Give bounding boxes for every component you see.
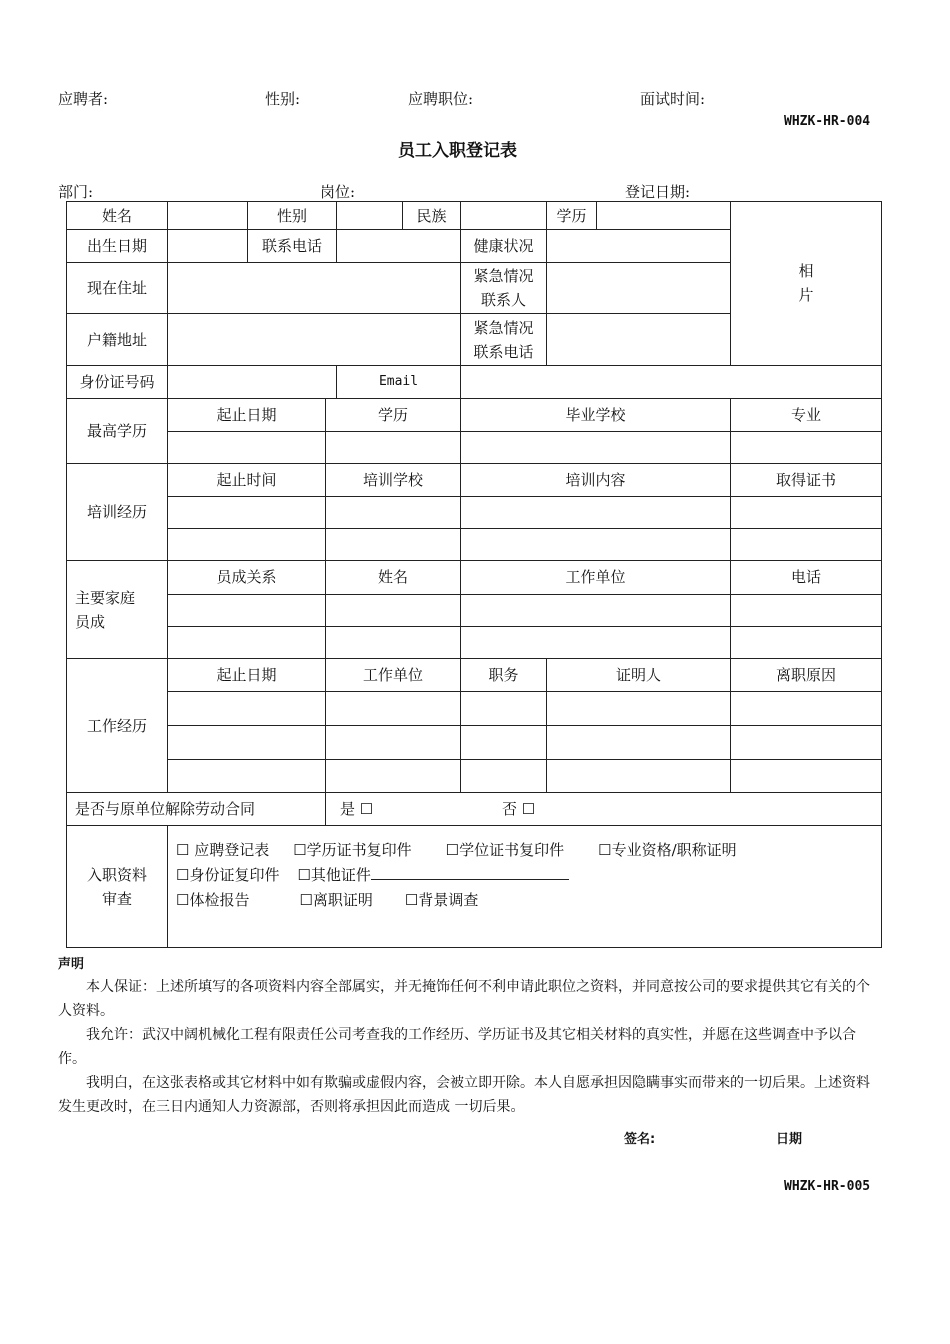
training-row-2-dates[interactable] [168,529,326,561]
training-col-school: 培训学校 [326,464,461,497]
edu-degree-field[interactable] [326,431,461,463]
edu-school-field[interactable] [461,431,731,463]
contract-no-checkbox[interactable]: 否 ☐ [502,800,536,819]
work-row-2-employer[interactable] [326,726,461,760]
emergency-phone-label-2: 联系电话 [473,342,534,361]
emergency-contact-label-2: 联系人 [481,291,527,310]
photo-label-2: 片 [798,286,814,305]
work-row-1-title[interactable] [461,691,547,725]
work-row-1-reason[interactable] [731,691,882,725]
training-col-dates: 起止时间 [168,464,326,497]
checkbox-medical-report[interactable]: ☐体检报告 [176,891,250,910]
family-section-label [67,561,168,658]
name-label: 姓名 [67,202,168,230]
ethnicity-label: 民族 [403,202,461,230]
review-section-label [67,826,168,948]
declaration-paragraph-3: 我明白，在这张表格或其它材料中如有欺骗或虚假内容，会被立即开除。本人自愿承担因隐瞒事实而带来的一切后果。上述资料发生更改时，在三日内通知人力资源部，否则将承担因此而造成 一切后果。 [58,1075,870,1115]
checkbox-degree-copy[interactable]: ☐学位证书复印件 [445,841,565,860]
hukou-field[interactable] [168,314,461,365]
address-field[interactable] [168,263,461,314]
work-row-2-dates[interactable] [168,726,326,760]
address-label: 现在住址 [67,263,168,314]
training-section-label: 培训经历 [67,464,168,561]
gender-label: 性别: [265,90,301,108]
family-row-1-name[interactable] [326,594,461,626]
name-field[interactable] [168,202,248,230]
training-row-1-dates[interactable] [168,497,326,529]
contract-options [326,793,882,826]
checkbox-application-form[interactable]: ☐ 应聘登记表 [176,841,270,860]
id-number-field[interactable] [168,365,337,398]
family-row-1-relation[interactable] [168,594,326,626]
training-row-1-certificate[interactable] [731,497,882,529]
declaration-paragraph-1: 本人保证：上述所填写的各项资料内容全部属实，并无掩饰任何不利申请此职位之资料，并同意按公司的要求提供其它有关的个人资料。 [58,979,870,1019]
photo-box[interactable] [731,202,882,366]
work-row-2-title[interactable] [461,726,547,760]
hukou-label: 户籍地址 [67,314,168,365]
education-label: 学历 [547,202,597,230]
training-row-2-school[interactable] [326,529,461,561]
family-row-2-relation[interactable] [168,626,326,658]
declaration-heading: 声明 [58,957,85,972]
work-col-reason: 离职原因 [731,658,882,691]
work-row-3-dates[interactable] [168,760,326,793]
id-number-label: 身份证号码 [67,365,168,398]
edu-col-school: 毕业学校 [461,398,731,431]
other-docs-input-line[interactable] [371,865,569,880]
gender-field[interactable] [337,202,403,230]
page-title: 员工入职登记表 [398,141,517,161]
gender-cell-label: 性别 [248,202,337,230]
family-label-2: 员成 [75,612,106,631]
review-label-2: 审查 [101,889,132,908]
edu-col-major: 专业 [731,398,882,431]
declaration-body [58,975,873,1119]
birth-date-field[interactable] [168,230,248,263]
family-label-1: 主要家庭 [75,588,136,607]
position-label: 应聘职位: [408,90,474,108]
ethnicity-field[interactable] [461,202,547,230]
emergency-phone-label [461,314,547,365]
checkbox-other-docs[interactable]: ☐其他证件 [297,866,371,885]
training-col-content: 培训内容 [461,464,731,497]
work-row-3-reason[interactable] [731,760,882,793]
emergency-phone-label-1: 紧急情况 [473,318,534,337]
edu-col-degree: 学历 [326,398,461,431]
edu-section-label: 最高学历 [67,398,168,463]
family-row-1-phone[interactable] [731,594,882,626]
training-col-certificate: 取得证书 [731,464,882,497]
checkbox-professional-cert[interactable]: ☐专业资格/职称证明 [598,841,737,860]
interview-time-label: 面试时间: [640,90,706,108]
family-row-2-phone[interactable] [731,626,882,658]
birth-date-label: 出生日期 [67,230,168,263]
family-col-name: 姓名 [326,561,461,594]
family-col-relation: 员成关系 [168,561,326,594]
family-row-2-employer[interactable] [461,626,731,658]
work-col-dates: 起止日期 [168,658,326,691]
work-row-2-reference[interactable] [547,726,731,760]
edu-dates-field[interactable] [168,431,326,463]
work-col-employer: 工作单位 [326,658,461,691]
checkbox-id-copy[interactable]: ☐身份证复印件 [176,866,280,885]
form-code-top: WHZK-HR-004 [784,114,871,129]
phone-label: 联系电话 [248,230,337,263]
emergency-contact-label-1: 紧急情况 [473,267,534,286]
training-row-2-content[interactable] [461,529,731,561]
work-row-1-reference[interactable] [547,691,731,725]
email-label: Email [337,365,461,398]
contract-question-label: 是否与原单位解除劳动合同 [67,793,326,826]
family-row-2-name[interactable] [326,626,461,658]
work-row-3-title[interactable] [461,760,547,793]
checkbox-diploma-copy[interactable]: ☐学历证书复印件 [293,841,412,860]
training-row-2-certificate[interactable] [731,529,882,561]
registration-form-table [66,201,882,948]
applicant-label: 应聘者: [58,90,109,108]
work-row-3-employer[interactable] [326,760,461,793]
edu-major-field[interactable] [731,431,882,463]
work-col-title: 职务 [461,658,547,691]
work-row-3-reference[interactable] [547,760,731,793]
post-label: 岗位: [320,183,356,201]
training-row-1-school[interactable] [326,497,461,529]
edu-col-dates: 起止日期 [168,398,326,431]
emergency-phone-field[interactable] [547,314,731,365]
health-field[interactable] [547,230,731,263]
family-col-phone: 电话 [731,561,882,594]
checkbox-resignation-proof[interactable]: ☐离职证明 [299,891,373,910]
work-row-1-dates[interactable] [168,691,326,725]
health-label: 健康状况 [461,230,547,263]
emergency-contact-label [461,263,547,314]
education-field[interactable] [597,202,731,230]
review-checklist [168,826,882,948]
family-row-1-employer[interactable] [461,594,731,626]
form-code-bottom: WHZK-HR-005 [784,1179,871,1194]
email-field[interactable] [461,365,882,398]
contract-yes-checkbox[interactable]: 是 ☐ [340,800,374,819]
work-row-1-employer[interactable] [326,691,461,725]
registration-date-label: 登记日期: [625,183,691,201]
review-label-1: 入职资料 [86,865,147,884]
signature-label: 签名: [624,1132,656,1147]
family-col-employer: 工作单位 [461,561,731,594]
work-col-reference: 证明人 [547,658,731,691]
work-section-label: 工作经历 [67,658,168,793]
emergency-contact-field[interactable] [547,263,731,314]
work-row-2-reason[interactable] [731,726,882,760]
signature-date-label: 日期 [776,1132,803,1147]
declaration-paragraph-2: 我允许：武汉中阔机械化工程有限责任公司考查我的工作经历、学历证书及其它相关材料的真实性，并愿在这些调查中予以合作。 [58,1027,856,1067]
photo-label-1: 相 [798,262,814,281]
training-row-1-content[interactable] [461,497,731,529]
department-label: 部门: [58,183,94,201]
phone-field[interactable] [337,230,461,263]
checkbox-background-check[interactable]: ☐背景调查 [404,891,479,910]
